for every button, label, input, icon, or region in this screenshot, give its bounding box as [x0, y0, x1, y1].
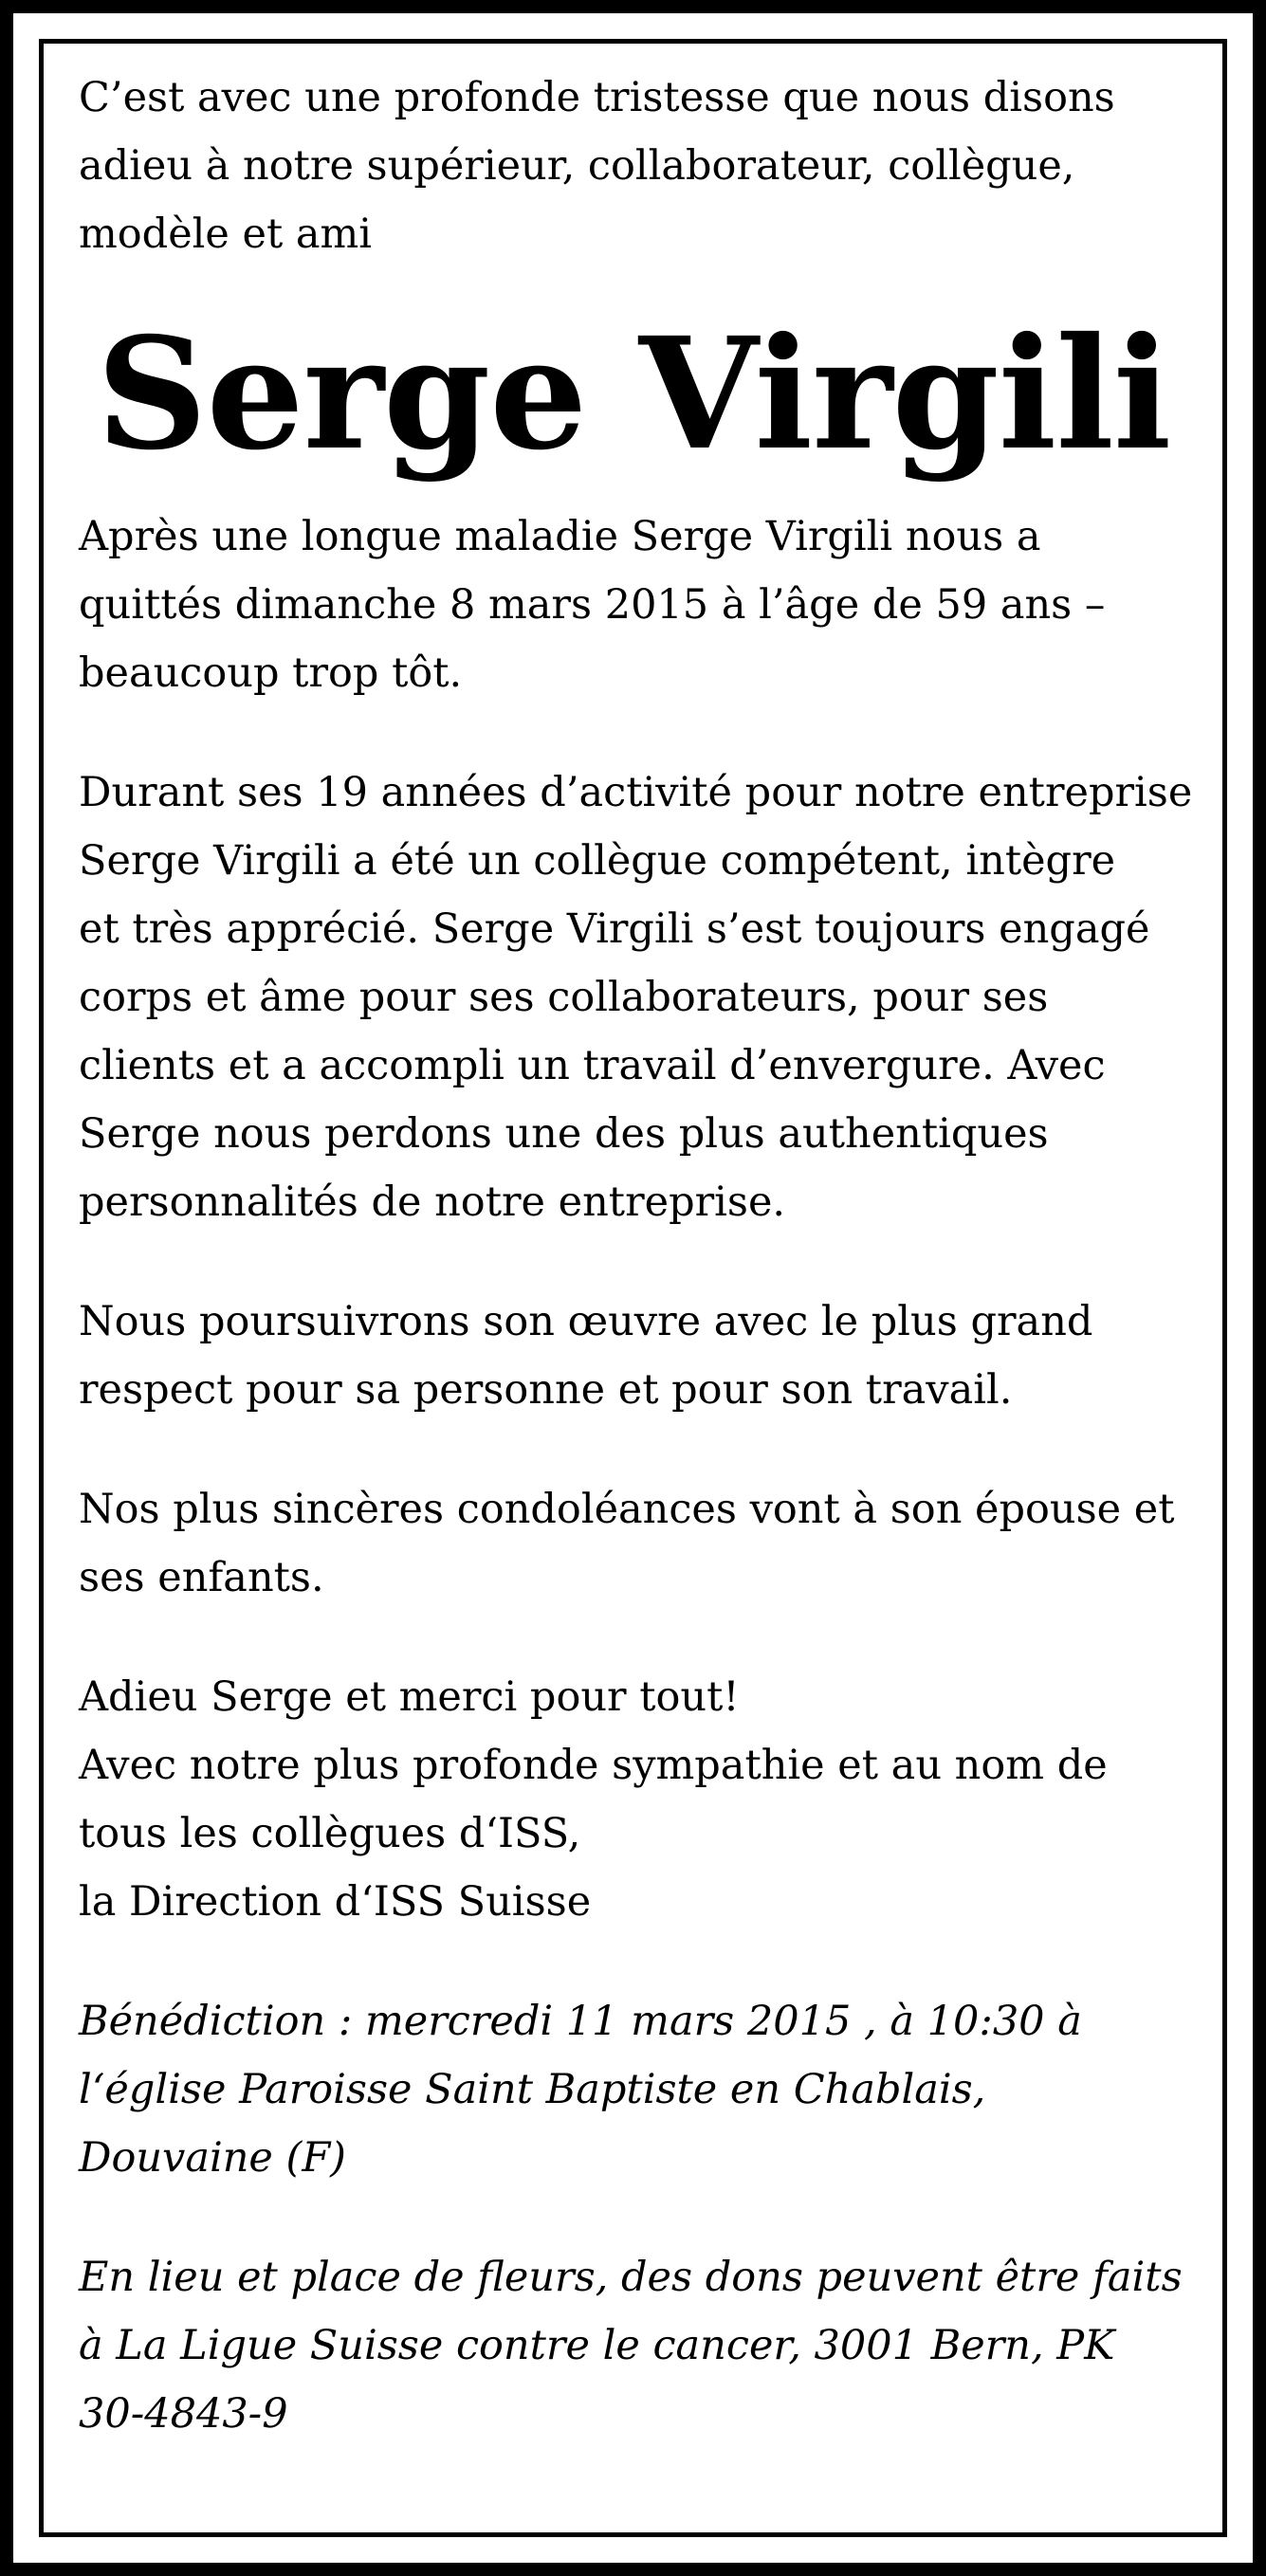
text-line: Nous poursuivrons son œuvre avec le plus grand — [79, 1298, 1093, 1345]
career-paragraph — [79, 758, 1207, 1236]
text-line: Durant ses 19 années d’activité pour notre entreprise — [79, 769, 1193, 816]
obituary-notice — [79, 64, 1207, 2448]
text-line: beaucoup trop tôt. — [79, 649, 463, 697]
text-line: Douvaine (F) — [79, 2134, 346, 2182]
text-line: corps et âme pour ses collaborateurs, pour ses — [79, 974, 1049, 1021]
text-line: quittés dimanche 8 mars 2015 à l’âge de 59 ans – — [79, 581, 1106, 629]
text-line: Avec notre plus profonde sympathie et au nom de — [79, 1742, 1108, 1789]
text-line: Bénédiction : mercredi 11 mars 2015 , à 10:30 à — [79, 1998, 1082, 2045]
text-line: C’est avec une profonde tristesse que nous disons — [79, 74, 1115, 121]
text-line: Nos plus sincères condoléances vont à son épouse et — [79, 1486, 1175, 1533]
text-line: Serge nous perdons une des plus authentiques — [79, 1110, 1049, 1158]
text-line: modèle et ami — [79, 210, 373, 258]
text-line: respect pour sa personne et pour son travail. — [79, 1366, 1013, 1414]
ceremony-paragraph — [79, 1987, 1207, 2192]
text-line: personnalités de notre entreprise. — [79, 1178, 786, 1226]
text-line: la Direction d‘ISS Suisse — [79, 1878, 592, 1926]
farewell-paragraph — [79, 1663, 1207, 1936]
text-line: et très apprécié. Serge Virgili s’est toujours engagé — [79, 905, 1150, 953]
text-line: l‘église Paroisse Saint Baptiste en Chablais, — [79, 2066, 986, 2113]
text-line: clients et a accompli un travail d’envergure. Avec — [79, 1042, 1106, 1089]
passing-paragraph — [79, 502, 1207, 707]
text-line: Serge Virgili a été un collègue compétent, intègre — [79, 837, 1116, 885]
text-line: tous les collègues d‘ISS, — [79, 1810, 581, 1857]
legacy-paragraph — [79, 1288, 1207, 1424]
deceased-name: Serge Virgili — [96, 304, 1171, 484]
text-line: à La Ligue Suisse contre le cancer, 3001 Bern, PK — [79, 2322, 1115, 2369]
text-line: adieu à notre supérieur, collaborateur, collègue, — [79, 142, 1075, 190]
text-line: Après une longue maladie Serge Virgili nous a — [79, 513, 1041, 560]
donations-paragraph — [79, 2243, 1207, 2448]
text-line: En lieu et place de fleurs, des dons peuvent être faits — [79, 2254, 1183, 2301]
text-line: Adieu Serge et merci pour tout! — [79, 1673, 740, 1721]
intro-paragraph — [79, 64, 1207, 268]
condolences-paragraph — [79, 1475, 1207, 1612]
text-line: ses enfants. — [79, 1554, 324, 1601]
text-line: 30-4843-9 — [79, 2390, 288, 2438]
